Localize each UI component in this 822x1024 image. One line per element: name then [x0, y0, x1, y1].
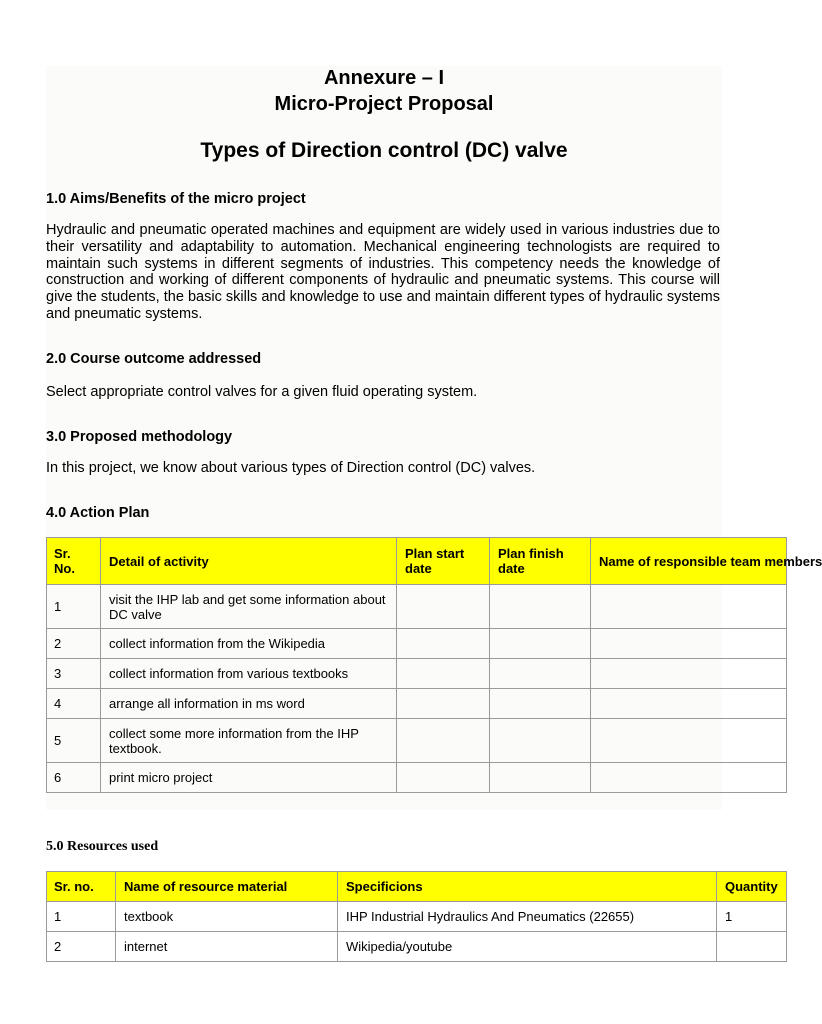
column-header: Detail of activity — [101, 538, 397, 585]
resource-name-cell: textbook — [116, 902, 338, 932]
sr-cell: 1 — [47, 585, 101, 629]
proposal-title: Micro-Project Proposal — [274, 93, 494, 115]
sr-cell: 2 — [47, 629, 101, 659]
table-row — [47, 932, 787, 962]
start-date-cell — [397, 719, 490, 763]
specification-cell: IHP Industrial Hydraulics And Pneumatics (22655) — [338, 902, 717, 932]
activity-cell: collect some more information from the IHP textbook. — [101, 719, 397, 763]
activity-cell: collect information from various textbooks — [101, 659, 397, 689]
column-header: Name of resource material — [116, 872, 338, 902]
start-date-cell — [397, 689, 490, 719]
resource-name-cell: internet — [116, 932, 338, 962]
action-plan-header-row — [47, 538, 787, 585]
table-row — [47, 585, 787, 629]
activity-cell: print micro project — [101, 763, 397, 793]
start-date-cell — [397, 763, 490, 793]
resources-header-row — [47, 872, 787, 902]
activity-cell: collect information from the Wikipedia — [101, 629, 397, 659]
action-plan-table — [46, 537, 822, 793]
quantity-cell: 1 — [717, 902, 787, 932]
members-cell — [591, 719, 787, 763]
table-row — [47, 689, 787, 719]
column-header: Quantity — [717, 872, 787, 902]
specification-cell: Wikipedia/youtube — [338, 932, 717, 962]
members-cell — [591, 763, 787, 793]
topic-title: Types of Direction control (DC) valve — [200, 139, 568, 162]
activity-cell: arrange all information in ms word — [101, 689, 397, 719]
outcome-body: Select appropriate control valves for a given fluid operating system. — [46, 384, 478, 400]
sr-cell: 3 — [47, 659, 101, 689]
finish-date-cell — [490, 763, 591, 793]
quantity-cell — [717, 932, 787, 962]
members-cell — [591, 629, 787, 659]
table-row — [47, 719, 787, 763]
table-row — [47, 629, 787, 659]
finish-date-cell — [490, 689, 591, 719]
start-date-cell — [397, 659, 490, 689]
sr-cell: 1 — [47, 902, 116, 932]
column-header: Plan start date — [397, 538, 490, 585]
action-plan-heading: 4.0 Action Plan — [46, 505, 150, 521]
methodology-heading: 3.0 Proposed methodology — [46, 429, 233, 445]
finish-date-cell — [490, 585, 591, 629]
column-header: Plan finish date — [490, 538, 591, 585]
sr-cell: 4 — [47, 689, 101, 719]
methodology-body: In this project, we know about various types of Direction control (DC) valves. — [46, 460, 536, 476]
finish-date-cell — [490, 719, 591, 763]
column-header: Specificions — [338, 872, 717, 902]
members-cell — [591, 585, 787, 629]
sr-cell: 2 — [47, 932, 116, 962]
members-cell — [591, 659, 787, 689]
resources-table — [46, 871, 787, 962]
aims-heading: 1.0 Aims/Benefits of the micro project — [46, 191, 306, 207]
table-row — [47, 902, 787, 932]
finish-date-cell — [490, 629, 591, 659]
start-date-cell — [397, 629, 490, 659]
table-row — [47, 763, 787, 793]
table-row — [47, 659, 787, 689]
aims-body: Hydraulic and pneumatic operated machines and equipment are widely used in various industries due to their versatility and adaptability to automation. Mechanical engineering technologists are required to maintain such systems in different segments of industries. This competency needs the knowledge of construction and working of different components of hydraulic and pneumatic systems. This course will give the students, the basic skills and knowledge to use and maintain different types of hydraulic systems and pneumatic systems. — [46, 222, 720, 322]
sr-cell: 5 — [47, 719, 101, 763]
activity-cell: visit the IHP lab and get some information about DC valve — [101, 585, 397, 629]
column-header: Sr. No. — [47, 538, 101, 585]
sr-cell: 6 — [47, 763, 101, 793]
outcome-heading: 2.0 Course outcome addressed — [46, 351, 262, 367]
resources-heading: 5.0 Resources used — [46, 839, 159, 854]
members-cell — [591, 689, 787, 719]
start-date-cell — [397, 585, 490, 629]
annexure-title: Annexure – I — [323, 67, 445, 89]
finish-date-cell — [490, 659, 591, 689]
column-header: Sr. no. — [47, 872, 116, 902]
column-header: Name of responsible team members — [591, 538, 787, 585]
